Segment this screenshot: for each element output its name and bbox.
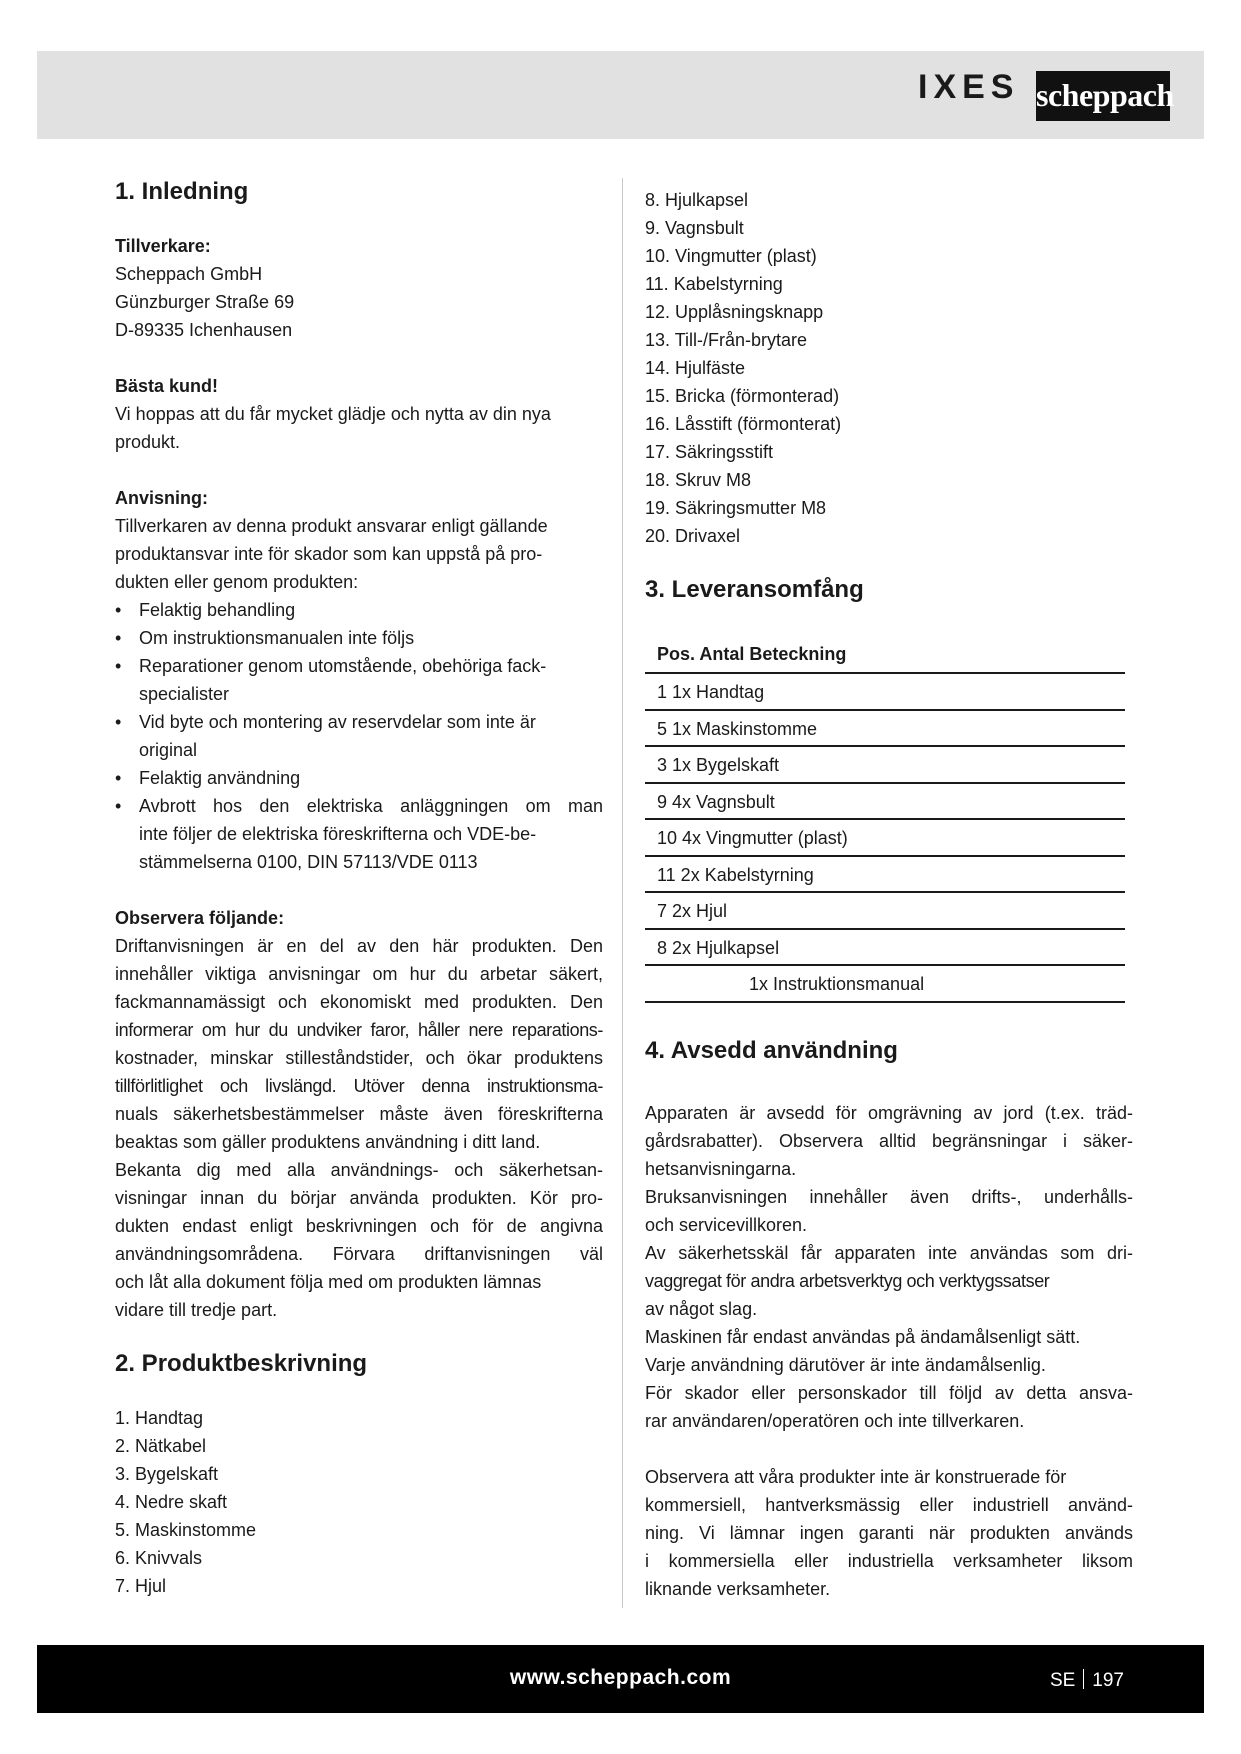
right-column xyxy=(645,186,1133,1603)
observe-line: Bekanta dig med alla användnings- och säkerhetsan- xyxy=(115,1160,603,1180)
product-part-item: 14. Hjulfäste xyxy=(645,358,746,378)
page-number xyxy=(1050,1669,1124,1692)
page-number-value: 197 xyxy=(1092,1670,1124,1691)
observe-line: dukten endast enligt beskrivningen och för de angivna xyxy=(115,1216,603,1236)
section-3-title: 3. Leveransomfång xyxy=(645,576,864,603)
delivery-table-header: Pos. Antal Beteckning xyxy=(645,634,1125,674)
delivery-table-row: 8 2x Hjulkapsel xyxy=(645,930,1125,967)
product-part-item: 1. Handtag xyxy=(115,1408,204,1428)
delivery-table-row: 9 4x Vagnsbult xyxy=(645,784,1125,821)
product-part-item: 7. Hjul xyxy=(115,1576,167,1596)
greeting-line: Vi hoppas att du får mycket glädje och nytta av din nya xyxy=(115,404,551,424)
product-part-item: 20. Drivaxel xyxy=(645,526,741,546)
manufacturer-line: D-89335 Ichenhausen xyxy=(115,320,293,340)
intended-use-line: gårdsrabatter). Observera alltid begränsningar i säker- xyxy=(645,1130,1133,1151)
intended-use-line: Av säkerhetsskäl får apparaten inte användas som dri- xyxy=(645,1242,1133,1263)
intended-use-line: För skador eller personskador till följd av detta ansva- xyxy=(645,1382,1133,1403)
intended-use-line: vaggregat för andra arbetsverktyg och verktygssatser xyxy=(645,1270,1050,1291)
header-band xyxy=(37,51,1204,139)
bullet-continuation: stämmelserna 0100, DIN 57113/VDE 0113 xyxy=(139,852,478,872)
product-part-item: 11. Kabelstyrning xyxy=(645,274,783,294)
intended-use-line: Maskinen får endast användas på ändamålsenligt sätt. xyxy=(645,1326,1081,1347)
notice-line: produktansvar inte för skador som kan uppstå på pro- xyxy=(115,544,543,564)
observe-line: innehåller viktiga anvisningar om hur du arbetar säkert, xyxy=(115,964,603,984)
intended-use-line: och servicevillkoren. xyxy=(645,1214,808,1235)
intended-use-line: hetsanvisningarna. xyxy=(645,1158,797,1179)
delivery-table-row: 5 1x Maskinstomme xyxy=(645,711,1125,748)
product-part-item: 8. Hjulkapsel xyxy=(645,190,749,210)
commercial-use-line: liknande verksamheter. xyxy=(645,1578,831,1599)
bullet-item: • Reparationer genom utomstående, obehöriga fack- xyxy=(115,652,603,680)
footer-band xyxy=(37,1645,1204,1713)
commercial-use-line: i kommersiella eller industriella verksamheter liksom xyxy=(645,1550,1133,1571)
bullet-item: • Avbrott hos den elektriska anläggningen om man xyxy=(115,792,603,820)
product-part-item: 12. Upplåsningsknapp xyxy=(645,302,824,322)
product-part-item: 6. Knivvals xyxy=(115,1548,203,1568)
observe-line: vidare till tredje part. xyxy=(115,1300,278,1320)
intended-use-line: av något slag. xyxy=(645,1298,758,1319)
observe-label: Observera följande: xyxy=(115,908,285,928)
manufacturer-label: Tillverkare: xyxy=(115,236,211,256)
observe-line: tillförlitlighet och livslängd. Utöver denna instruktionsma- xyxy=(115,1076,603,1096)
intended-use-line: rar användaren/operatören och inte tillverkaren. xyxy=(645,1410,1025,1431)
intended-use-line: Varje användning därutöver är inte ändamålsenlig. xyxy=(645,1354,1046,1375)
commercial-use-line: kommersiell, hantverksmässig eller industriell använd- xyxy=(645,1494,1133,1515)
product-part-item: 2. Nätkabel xyxy=(115,1436,207,1456)
delivery-table-row: 10 4x Vingmutter (plast) xyxy=(645,820,1125,857)
observe-line: och låt alla dokument följa med om produkten lämnas xyxy=(115,1272,542,1292)
observe-line: fackmannamässigt och ekonomiskt med produkten. Den xyxy=(115,992,603,1012)
product-part-item: 10. Vingmutter (plast) xyxy=(645,246,817,266)
product-part-item: 5. Maskinstomme xyxy=(115,1520,257,1540)
delivery-table-row: 11 2x Kabelstyrning xyxy=(645,857,1125,894)
notice-line: Tillverkaren av denna produkt ansvarar enligt gällande xyxy=(115,516,548,536)
column-divider xyxy=(622,178,623,1608)
greeting-label: Bästa kund! xyxy=(115,376,219,396)
observe-line: användningsområdena. Förvara driftanvisningen väl xyxy=(115,1244,603,1264)
bullet-item: • Felaktig behandling xyxy=(115,596,603,624)
intended-use-line: Bruksanvisningen innehåller även drifts-, underhålls- xyxy=(645,1186,1133,1207)
delivery-table-row: 7 2x Hjul xyxy=(645,893,1125,930)
bullet-item: • Om instruktionsmanualen inte följs xyxy=(115,624,603,652)
page-separator xyxy=(1083,1669,1084,1689)
bullet-continuation: specialister xyxy=(139,684,230,704)
delivery-table-row: 3 1x Bygelskaft xyxy=(645,747,1125,784)
notice-line: dukten eller genom produkten: xyxy=(115,572,359,592)
manufacturer-line: Günzburger Straße 69 xyxy=(115,292,295,312)
section-1-title: 1. Inledning xyxy=(115,178,249,205)
section-2-title: 2. Produktbeskrivning xyxy=(115,1350,368,1377)
delivery-table-row: 1 1x Handtag xyxy=(645,674,1125,711)
greeting-line: produkt. xyxy=(115,432,181,452)
observe-line: kostnader, minskar stilleståndstider, och ökar produktens xyxy=(115,1048,603,1068)
bullet-item: • Vid byte och montering av reservdelar som inte är xyxy=(115,708,603,736)
product-part-item: 19. Säkringsmutter M8 xyxy=(645,498,827,518)
product-part-item: 3. Bygelskaft xyxy=(115,1464,219,1484)
observe-line: Driftanvisningen är en del av den här produkten. Den xyxy=(115,936,603,956)
language-code: SE xyxy=(1049,1670,1076,1691)
left-column xyxy=(115,172,603,1600)
bullet-continuation: inte följer de elektriska föreskrifterna och VDE-be- xyxy=(139,824,537,844)
product-part-item: 4. Nedre skaft xyxy=(115,1492,228,1512)
product-part-item: 9. Vagnsbult xyxy=(645,218,744,238)
product-part-item: 18. Skruv M8 xyxy=(645,470,752,490)
observe-line: informerar om hur du undviker faror, håller nere reparations- xyxy=(115,1020,603,1040)
delivery-table xyxy=(645,634,1125,1003)
product-part-item: 15. Bricka (förmonterad) xyxy=(645,386,840,406)
scheppach-logo: scheppach xyxy=(1036,71,1170,121)
product-part-item: 13. Till-/Från-brytare xyxy=(645,330,808,350)
notice-label: Anvisning: xyxy=(115,488,208,508)
ixes-logo: IXES xyxy=(918,68,1020,106)
intended-use-line: Apparaten är avsedd för omgrävning av jord (t.ex. träd- xyxy=(645,1102,1133,1123)
manufacturer-line: Scheppach GmbH xyxy=(115,264,263,284)
footer-website-link[interactable]: www.scheppach.com xyxy=(509,1666,732,1689)
product-part-item: 16. Låsstift (förmonterat) xyxy=(645,414,842,434)
section-4-title: 4. Avsedd användning xyxy=(645,1036,898,1064)
observe-line: beaktas som gäller produktens användning i ditt land. xyxy=(115,1132,541,1152)
observe-line: visningar innan du börjar använda produkten. Kör pro- xyxy=(115,1188,603,1208)
commercial-use-line: ning. Vi lämnar ingen garanti när produkten används xyxy=(645,1522,1133,1543)
product-part-item: 17. Säkringsstift xyxy=(645,442,774,462)
commercial-use-line: Observera att våra produkter inte är konstruerade för xyxy=(645,1466,1067,1487)
delivery-table-row: 1x Instruktionsmanual xyxy=(645,966,1125,1003)
bullet-continuation: original xyxy=(139,740,198,760)
observe-line: nuals säkerhetsbestämmelser måste även föreskrifterna xyxy=(115,1104,603,1124)
bullet-item: • Felaktig användning xyxy=(115,764,603,792)
